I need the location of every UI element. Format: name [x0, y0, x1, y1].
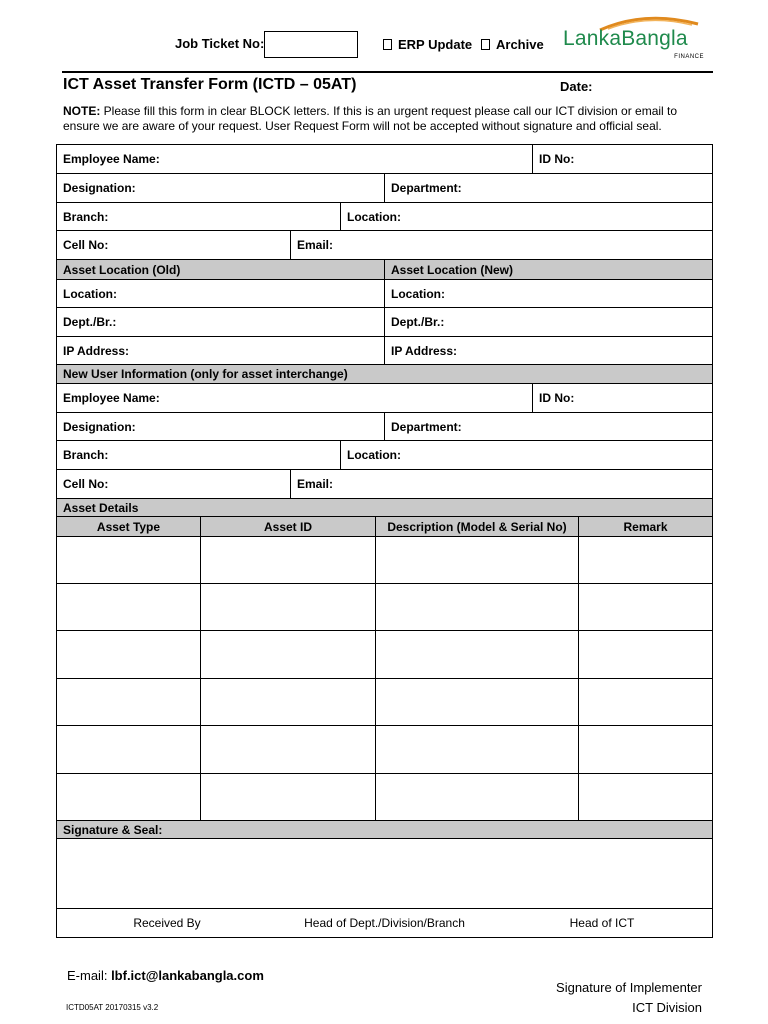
- new-user-location-field[interactable]: Location:: [340, 441, 712, 469]
- branch-row: [57, 203, 712, 231]
- company-logo: [560, 12, 710, 64]
- email-field[interactable]: Email:: [290, 231, 712, 259]
- erp-update-label: ERP Update: [398, 37, 473, 52]
- asset-remark-cell[interactable]: [578, 631, 712, 678]
- footer-email: [67, 968, 264, 983]
- asset-columns-row: [57, 517, 712, 537]
- new-user-department-field[interactable]: Department:: [384, 413, 712, 440]
- job-ticket-field[interactable]: [264, 31, 358, 58]
- new-user-name-field[interactable]: Employee Name:: [63, 391, 160, 405]
- old-location-field[interactable]: Location:: [63, 286, 117, 301]
- implementer-signature-label: Signature of Implementer: [556, 980, 702, 995]
- asset-id-cell[interactable]: [200, 726, 375, 773]
- asset-location-old-header: Asset Location (Old): [63, 262, 181, 277]
- asset-description-cell[interactable]: [375, 726, 578, 773]
- title-divider: [62, 71, 713, 73]
- date-label: Date:: [560, 79, 593, 94]
- cell-row: [57, 231, 712, 260]
- new-user-cell-field[interactable]: Cell No:: [63, 477, 109, 491]
- footer-email-link[interactable]: lbf.ict@lankabangla.com: [111, 968, 264, 983]
- designation-row: [57, 174, 712, 203]
- branch-field[interactable]: Branch:: [63, 209, 109, 224]
- cell-no-field[interactable]: Cell No:: [63, 238, 109, 252]
- erp-update-checkbox[interactable]: [383, 39, 392, 50]
- old-ip-field[interactable]: IP Address:: [63, 343, 130, 358]
- asset-id-cell[interactable]: [200, 631, 375, 678]
- signature-labels-row: [57, 909, 712, 937]
- form-title: ICT Asset Transfer Form (ICTD – 05AT): [63, 76, 357, 93]
- job-ticket-label: Job Ticket No:: [175, 36, 265, 51]
- asset-row: [57, 679, 712, 726]
- asset-type-cell[interactable]: [57, 537, 200, 583]
- new-user-designation-row: [57, 413, 712, 441]
- new-user-cell-row: [57, 470, 712, 499]
- asset-id-cell[interactable]: [200, 774, 375, 820]
- new-user-email-field[interactable]: Email:: [290, 470, 712, 498]
- archive-checkbox[interactable]: [481, 39, 490, 50]
- asset-type-cell[interactable]: [57, 631, 200, 678]
- archive-option[interactable]: [481, 37, 544, 52]
- new-dept-field[interactable]: Dept./Br.:: [384, 308, 712, 336]
- note-paragraph: [63, 104, 713, 134]
- head-ict-label: Head of ICT: [569, 916, 635, 930]
- head-dept-label: Head of Dept./Division/Branch: [304, 916, 465, 930]
- signature-header-row: [57, 821, 712, 839]
- new-user-id-field[interactable]: ID No:: [532, 384, 712, 412]
- asset-type-cell[interactable]: [57, 584, 200, 630]
- archive-label: Archive: [496, 37, 544, 52]
- asset-remark-cell[interactable]: [578, 679, 712, 725]
- asset-details-header: Asset Details: [63, 500, 139, 515]
- asset-description-cell[interactable]: [375, 584, 578, 630]
- asset-ip-row: [57, 337, 712, 365]
- signature-header: Signature & Seal:: [63, 822, 163, 837]
- employee-name-field[interactable]: Employee Name:: [63, 152, 160, 166]
- transfer-form-table: [56, 144, 713, 938]
- form-version: ICTD05AT 20170315 v3.2: [66, 1003, 159, 1012]
- erp-update-option[interactable]: [383, 37, 472, 52]
- asset-remark-cell[interactable]: [578, 726, 712, 773]
- asset-location-row: [57, 280, 712, 308]
- department-field[interactable]: Department:: [384, 174, 712, 202]
- new-user-designation-field[interactable]: Designation:: [63, 419, 136, 434]
- asset-row: [57, 631, 712, 679]
- new-user-branch-field[interactable]: Branch:: [63, 448, 109, 462]
- col-remark: Remark: [578, 517, 712, 536]
- asset-details-header-row: [57, 499, 712, 517]
- col-asset-id: Asset ID: [200, 517, 375, 536]
- new-user-header: New User Information (only for asset interchange): [63, 367, 348, 381]
- note-prefix: NOTE:: [63, 104, 101, 118]
- new-ip-field[interactable]: IP Address:: [384, 337, 712, 364]
- footer-email-label: E-mail:: [67, 968, 112, 983]
- asset-location-header-row: [57, 260, 712, 280]
- logo-subtitle: FINANCE: [674, 54, 704, 60]
- new-user-header-row: [57, 365, 712, 384]
- asset-description-cell[interactable]: [375, 774, 578, 820]
- asset-remark-cell[interactable]: [578, 774, 712, 820]
- asset-remark-cell[interactable]: [578, 584, 712, 630]
- designation-field[interactable]: Designation:: [63, 181, 136, 195]
- new-user-branch-row: [57, 441, 712, 470]
- asset-id-cell[interactable]: [200, 679, 375, 725]
- new-location-field[interactable]: Location:: [384, 280, 712, 307]
- asset-row: [57, 584, 712, 631]
- asset-type-cell[interactable]: [57, 774, 200, 820]
- signature-area[interactable]: [57, 839, 712, 909]
- asset-location-new-header: Asset Location (New): [384, 260, 712, 279]
- implementer-division-label: ICT Division: [632, 1000, 702, 1015]
- old-dept-field[interactable]: Dept./Br.:: [63, 315, 117, 329]
- asset-row: [57, 537, 712, 584]
- new-user-name-row: [57, 384, 712, 413]
- asset-row: [57, 726, 712, 774]
- col-asset-type: Asset Type: [96, 519, 161, 534]
- asset-type-cell[interactable]: [57, 679, 200, 725]
- asset-remark-cell[interactable]: [578, 537, 712, 583]
- asset-row: [57, 774, 712, 821]
- logo-wordmark: LankaBangla: [563, 27, 688, 50]
- col-description: Description (Model & Serial No): [375, 517, 578, 536]
- asset-id-cell[interactable]: [200, 537, 375, 583]
- asset-type-cell[interactable]: [57, 726, 200, 773]
- location-field[interactable]: Location:: [340, 203, 712, 230]
- note-text: Please fill this form in clear BLOCK letters. If this is an urgent request please call our ICT division or email to ensure we are aware of your request. User Request Form will not be accepted without signature and official seal.: [63, 104, 678, 133]
- received-by-label: Received By: [133, 916, 201, 930]
- asset-dept-row: [57, 308, 712, 337]
- asset-description-cell[interactable]: [375, 631, 578, 678]
- asset-description-cell[interactable]: [375, 679, 578, 725]
- asset-description-cell[interactable]: [375, 537, 578, 583]
- employee-name-row: [57, 145, 712, 174]
- employee-id-field[interactable]: ID No:: [532, 145, 712, 173]
- asset-id-cell[interactable]: [200, 584, 375, 630]
